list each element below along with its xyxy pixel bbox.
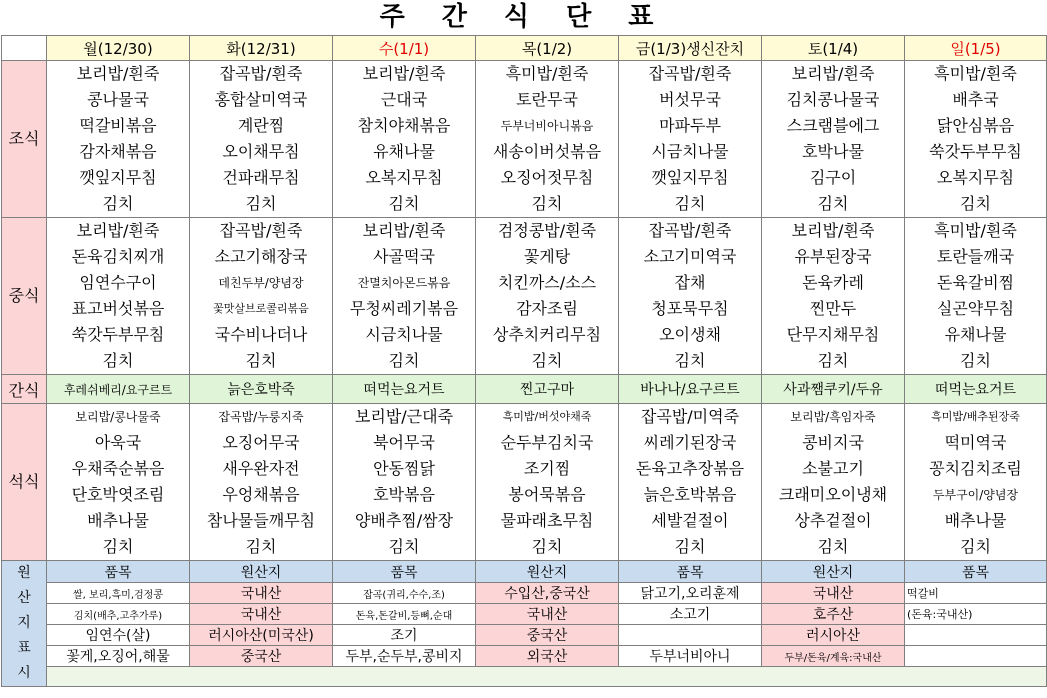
- menu-item: 보리밥/흰죽: [362, 221, 446, 240]
- menu-item: 버섯무국: [659, 90, 721, 109]
- menu-item: 배추나물: [944, 511, 1007, 530]
- menu-item: 단호박엿조림: [71, 485, 165, 504]
- lunch-label: 중식: [2, 218, 47, 375]
- menu-item: 김치: [531, 351, 563, 370]
- origin-row: [2, 646, 1047, 667]
- menu-item: 잡곡밥/흰죽: [648, 221, 732, 240]
- origin-cell: 두부/돈육/계육:국내산: [762, 646, 905, 667]
- lunch-day-cell: [762, 218, 905, 375]
- origin-cell: 닭고기,오리훈제: [619, 583, 762, 604]
- day-header: 금(1/3)생신잔치: [619, 36, 762, 61]
- day-header: 화(12/31): [190, 36, 333, 61]
- menu-item: 단무지채무침: [786, 325, 880, 344]
- menu-item: 잡채: [674, 273, 706, 292]
- menu-item: 안동찜닭: [373, 459, 435, 478]
- menu-item: 유채나물: [373, 142, 435, 161]
- origin-cell: 조기: [333, 625, 476, 646]
- day-header-row: [2, 36, 1047, 61]
- menu-item: 스크램블에그: [786, 116, 880, 135]
- menu-item: 쑥갓두부무침: [71, 325, 165, 344]
- origin-cell: 국내산: [762, 583, 905, 604]
- menu-item: 흑미밥/흰죽: [934, 221, 1017, 240]
- menu-item: 근대국: [380, 90, 428, 109]
- menu-item: 닭안심볶음: [936, 116, 1015, 135]
- origin-header: 품목: [333, 561, 476, 583]
- menu-item: 잡곡밥/흰죽: [648, 64, 732, 83]
- origin-row: [2, 625, 1047, 646]
- menu-item: 김치: [817, 537, 849, 556]
- menu-item: 오복지무침: [365, 168, 443, 187]
- menu-item: 꽃게탕: [523, 247, 571, 266]
- origin-cell: 돈육,돈갈비,등뼈,순대: [333, 604, 476, 625]
- menu-item: 김치: [245, 537, 277, 556]
- menu-item: 소고기해장국: [214, 247, 308, 266]
- menu-item: 참나물들깨무침: [206, 511, 316, 530]
- day-header: 토(1/4): [762, 36, 905, 61]
- menu-item: 김치: [102, 537, 134, 556]
- menu-item: 보리밥/흰죽: [362, 64, 446, 83]
- menu-item: 참치야채볶음: [357, 116, 451, 135]
- menu-item: 떡미역국: [944, 433, 1007, 452]
- menu-item: 콩나물국: [87, 90, 149, 109]
- menu-item: 북어무국: [373, 433, 435, 452]
- menu-item: 양배추찜/쌈장: [354, 511, 454, 530]
- menu-item: 시금치나물: [365, 325, 443, 344]
- origin-cell: 쌀, 보리,흑미,검정콩: [47, 583, 190, 604]
- menu-item: 건파래무침: [222, 168, 300, 187]
- breakfast-day-cell: [619, 61, 762, 218]
- origin-cell: 국내산: [190, 604, 333, 625]
- origin-cell: 수입산,중국산: [476, 583, 619, 604]
- breakfast-day-cell: [476, 61, 619, 218]
- menu-item: 검정콩밥/흰죽: [497, 221, 597, 240]
- menu-item: 오이생채: [659, 325, 721, 344]
- day-header: 월(12/30): [47, 36, 190, 61]
- menu-item: 김치: [960, 194, 991, 213]
- menu-item: 감자조림: [516, 299, 578, 318]
- origin-label-char: 표: [17, 640, 31, 656]
- origin-label-char: 지: [17, 615, 31, 631]
- origin-label-char: 산: [17, 590, 31, 606]
- dinner-day-cell: [47, 404, 190, 561]
- snack-item: 찐고구마: [476, 375, 619, 404]
- breakfast-day-cell: [190, 61, 333, 218]
- day-header: 목(1/2): [476, 36, 619, 61]
- menu-item: 우엉채볶음: [222, 485, 300, 504]
- menu-item: 실곤약무침: [936, 299, 1015, 318]
- menu-item: 감자채볶음: [79, 142, 157, 161]
- menu-item: 김구이: [809, 168, 857, 187]
- menu-item: 잡곡밥/누룽지죽: [218, 410, 304, 424]
- menu-item: 잡곡밥/미역죽: [640, 407, 740, 426]
- menu-item: 호박볶음: [373, 485, 435, 504]
- origin-label-char: 시: [17, 665, 31, 681]
- page-title: 주 간 식 단 표: [379, 2, 668, 32]
- menu-item: 보리밥/흑임자죽: [790, 410, 876, 424]
- menu-item: 계란찜: [237, 116, 285, 135]
- menu-item: 시금치나물: [651, 142, 729, 161]
- dinner-day-cell: [333, 404, 476, 561]
- origin-header: 원산지: [190, 561, 333, 583]
- weekly-menu-table: [1, 35, 1047, 687]
- breakfast-row: [2, 61, 1047, 218]
- menu-item: 찐만두: [809, 299, 857, 318]
- menu-item: 보리밥/근대죽: [354, 407, 454, 426]
- origin-cell: 떡갈비: [905, 583, 1047, 604]
- origin-footer-cell: [47, 667, 1047, 687]
- lunch-row: [2, 218, 1047, 375]
- origin-cell: 국내산: [476, 604, 619, 625]
- menu-item: 김치: [960, 537, 991, 556]
- menu-item: 소고기미역국: [643, 247, 737, 266]
- origin-cell: 호주산: [762, 604, 905, 625]
- origin-cell: 중국산: [476, 625, 619, 646]
- menu-item: 흑미밥/흰죽: [934, 64, 1017, 83]
- menu-item: 무청씨레기볶음: [349, 299, 459, 318]
- menu-item: 깻잎지무침: [79, 168, 157, 187]
- menu-item: 김치: [245, 194, 277, 213]
- menu-item: 김치: [960, 351, 991, 370]
- menu-item: 보리밥/흰죽: [76, 221, 160, 240]
- menu-item: 김치: [245, 351, 277, 370]
- breakfast-label: 조식: [2, 61, 47, 218]
- origin-cell: 김치(배추,고추가루): [47, 604, 190, 625]
- menu-item: 홍합살미역국: [214, 90, 308, 109]
- origin-cell: 외국산: [476, 646, 619, 667]
- menu-item: 마파두부: [659, 116, 721, 135]
- origin-label: [2, 561, 47, 687]
- menu-item: 물파래초무침: [500, 511, 594, 530]
- origin-cell: 꽃게,오징어,해물: [47, 646, 190, 667]
- menu-item: 오복지무침: [936, 168, 1015, 187]
- menu-item: 보리밥/콩나물죽: [75, 410, 161, 424]
- menu-item: 김치: [674, 351, 706, 370]
- menu-item: 씨레기된장국: [643, 433, 737, 452]
- menu-item: 새우완자전: [222, 459, 300, 478]
- menu-item: 소불고기: [802, 459, 864, 478]
- menu-item: 김치: [817, 351, 849, 370]
- dinner-day-cell: [476, 404, 619, 561]
- menu-item: 김치: [388, 194, 420, 213]
- menu-item: 유부된장국: [794, 247, 872, 266]
- menu-item: 토란무국: [516, 90, 578, 109]
- dinner-day-cell: [190, 404, 333, 561]
- menu-item: 김치: [531, 194, 563, 213]
- snack-item: 늙은호박죽: [190, 375, 333, 404]
- menu-item: 유채나물: [944, 325, 1007, 344]
- origin-cell: 두부,순두부,콩비지: [333, 646, 476, 667]
- menu-item: 돈육고추장볶음: [635, 459, 745, 478]
- origin-cell: 잡곡(귀리,수수,조): [333, 583, 476, 604]
- origin-header-row: [2, 561, 1047, 583]
- lunch-day-cell: [47, 218, 190, 375]
- menu-item: 보리밥/흰죽: [76, 64, 160, 83]
- menu-item: 김치: [102, 351, 134, 370]
- breakfast-day-cell: [47, 61, 190, 218]
- menu-item: 치킨까스/소스: [497, 273, 597, 292]
- menu-item: 깻잎지무침: [651, 168, 729, 187]
- menu-item: 임연수구이: [79, 273, 157, 292]
- menu-item: 국수비나더나: [214, 325, 308, 344]
- menu-item: 돈육갈비찜: [936, 273, 1015, 292]
- menu-item: 표고버섯볶음: [71, 299, 165, 318]
- menu-item: 배추국: [952, 90, 999, 109]
- origin-header: 품목: [619, 561, 762, 583]
- menu-item: 토란들깨국: [936, 247, 1015, 266]
- origin-cell: 중국산: [190, 646, 333, 667]
- snack-item: 떠먹는요거트: [333, 375, 476, 404]
- origin-cell: 소고기: [619, 604, 762, 625]
- origin-cell: 국내산: [190, 583, 333, 604]
- menu-item: 돈육김치찌개: [71, 247, 165, 266]
- dinner-label: 석식: [2, 404, 47, 561]
- menu-item: 김치: [388, 351, 420, 370]
- menu-item: 조기찜: [523, 459, 571, 478]
- origin-row: [2, 604, 1047, 625]
- breakfast-day-cell: [333, 61, 476, 218]
- menu-item: 청포묵무침: [651, 299, 729, 318]
- lunch-day-cell: [476, 218, 619, 375]
- lunch-day-cell: [333, 218, 476, 375]
- menu-item: 꽁치김치조림: [929, 459, 1022, 478]
- menu-item: 꽃맛살브로콜리볶음: [213, 302, 309, 315]
- menu-item: 잔멸치아몬드볶음: [357, 276, 451, 290]
- menu-item: 김치: [674, 194, 706, 213]
- origin-cell: 임연수(살): [47, 625, 190, 646]
- menu-item: 순두부김치국: [500, 433, 594, 452]
- menu-item: 봉어묵볶음: [508, 485, 586, 504]
- menu-item: 김치: [388, 537, 420, 556]
- menu-item: 잡곡밥/흰죽: [219, 64, 303, 83]
- menu-item: 흑미밥/배추된장죽: [931, 410, 1020, 423]
- menu-item: 김치: [674, 537, 706, 556]
- menu-item: 흑미밥/흰죽: [505, 64, 589, 83]
- origin-cell: 두부너비아니: [619, 646, 762, 667]
- lunch-day-cell: [190, 218, 333, 375]
- menu-item: 상추치커리무침: [492, 325, 602, 344]
- menu-item: 흑미밥/버섯야채죽: [502, 410, 592, 423]
- snack-item: 떠먹는요거트: [905, 375, 1047, 404]
- menu-item: 데친두부/양념장: [218, 276, 304, 290]
- dinner-day-cell: [619, 404, 762, 561]
- menu-item: 김치: [102, 194, 134, 213]
- lunch-day-cell: [905, 218, 1047, 375]
- menu-item: 김치: [531, 537, 563, 556]
- menu-item: 새송이버섯볶음: [492, 142, 602, 161]
- day-header: 일(1/5): [905, 36, 1047, 61]
- snack-label: 간식: [2, 375, 47, 404]
- origin-cell: [905, 625, 1047, 646]
- menu-item: 배추나물: [87, 511, 149, 530]
- origin-header: 원산지: [476, 561, 619, 583]
- origin-cell: (돈육:국내산): [905, 604, 1047, 625]
- menu-item: 세발겉절이: [651, 511, 729, 530]
- lunch-day-cell: [619, 218, 762, 375]
- menu-item: 돈육카레: [802, 273, 864, 292]
- menu-item: 우채죽순볶음: [71, 459, 165, 478]
- breakfast-day-cell: [762, 61, 905, 218]
- menu-item: 보리밥/흰죽: [791, 221, 875, 240]
- dinner-day-cell: [905, 404, 1047, 561]
- menu-item: 쑥갓두부무침: [929, 142, 1022, 161]
- menu-item: 크래미오이냉채: [778, 485, 888, 504]
- dinner-row: [2, 404, 1047, 561]
- menu-item: 오이채무침: [222, 142, 300, 161]
- corner-cell: [2, 36, 47, 61]
- dinner-day-cell: [762, 404, 905, 561]
- menu-item: 김치: [817, 194, 849, 213]
- menu-item: 두부너비아니볶음: [500, 119, 594, 133]
- menu-item: 늙은호박볶음: [643, 485, 737, 504]
- menu-item: 잡곡밥/흰죽: [219, 221, 303, 240]
- origin-cell: [905, 646, 1047, 667]
- origin-header: 원산지: [762, 561, 905, 583]
- snack-item: 후레쉬베리/요구르트: [47, 375, 190, 404]
- origin-row: [2, 583, 1047, 604]
- day-header: 수(1/1): [333, 36, 476, 61]
- menu-item: 김치콩나물국: [786, 90, 880, 109]
- origin-cell: 러시아산: [762, 625, 905, 646]
- origin-footer-row: [2, 667, 1047, 687]
- menu-item: 오징어젓무침: [500, 168, 594, 187]
- snack-item: 바나나/요구르트: [619, 375, 762, 404]
- menu-item: 상추겉절이: [794, 511, 872, 530]
- origin-cell: [619, 625, 762, 646]
- menu-item: 두부구이/양념장: [932, 488, 1019, 502]
- snack-item: 사과쨈쿠키/두유: [762, 375, 905, 404]
- menu-item: 떡갈비볶음: [79, 116, 157, 135]
- menu-item: 호박나물: [802, 142, 864, 161]
- snack-row: [2, 375, 1047, 404]
- origin-cell: 러시아산(미국산): [190, 625, 333, 646]
- breakfast-day-cell: [905, 61, 1047, 218]
- origin-header: 품목: [905, 561, 1047, 583]
- menu-item: 아욱국: [94, 433, 142, 452]
- menu-item: 사골떡국: [373, 247, 435, 266]
- menu-item: 오징어무국: [222, 433, 300, 452]
- origin-label-char: 원: [17, 565, 31, 581]
- menu-item: 콩비지국: [802, 433, 864, 452]
- menu-item: 보리밥/흰죽: [791, 64, 875, 83]
- origin-header: 품목: [47, 561, 190, 583]
